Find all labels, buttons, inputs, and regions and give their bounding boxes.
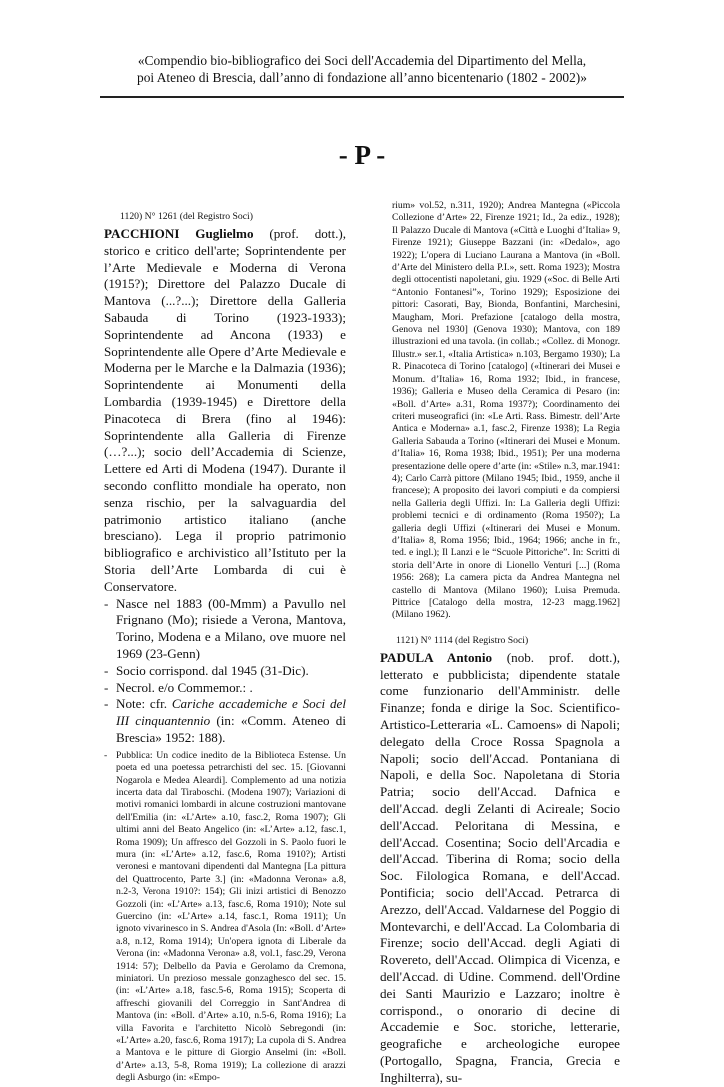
entry-1-publications-cont: rium» vol.52, n.311, 1920); Andrea Mantegna («Piccola Collezione d’Arte» 22, Firenze 1921; Id., 2a ediz., 1928); Il Palazzo Ducale di Mantova («Città e Luoghi d’Italia» 9, Firenze 1921); Giuseppe Bazzani (in: «Dedalo», ago 1922); L'opera di Luciano Laurana a Mantova (in «Boll. d’Arte del Ministero della P.I.», sett. Roma 1923); Mostra degli ottocentisti napoletani, giu. 1929 («Soc. di Belle Arti “Antonio Fontanesi”», Torino 1929); Esposizione dei pittori: Casorati, Bay, Bionda, Bonfantini, Marchesini, Maugham, Mori. Prefazione [catalogo della mostra, Genova nel 1930] (Genova 1930); Mantova, con 189 illustrazioni ed una tavola. (in collab.; «Collez. di Monogr. Illustr.» ser.1, «Italia Artistica» n.103, Bergamo 1930); La R. Pinacoteca di Torino [catalogo] («Itinerari dei Musei e Monum. d’Italia» 16, Roma 1932; Ibid., in francese, 1936); Galleria e Museo della Ceramica di Pesaro (in: «Boll. d’Arte» a.31, Roma 1937?); Coordinamento dei criteri museografici (in: «Le Arti. Rass. Bimestr. dell’Arte Antica e Moderna» a.1, fasc.2, Firenze 1938); La Regia Galleria Sabauda a Torino («Itinerari dei Musei e Monum. d’Italia» 16, Roma 1938; Ibid., 1951); Per una moderna presentazione delle opere d’arte (in: «Stile» n.3, mar.1941: 4); Carlo Carrà pittore (Milano 1945; Ibid., 1959, anche il francese); A proposito dei lavori compiuti e da compiersi nella Galleria degli Uffizi. In: La Galleria degli Uffizi: problemi tecnici e di ordinamento (Roma 1950?); La galleria degli Uffizi («Itinerari dei Musei e Monum. d’Italia» 8, Roma 1956; Ibid., 1964; 1966; anche in fr., ted. e ingl.); Il Lanzi e le “Scuole Pittoriche”. In: Scritti di storia dell’Arte in onore di Lionello Venturi [...] (Roma 1956: 268); La camera picta da Andrea Mantegna nel castello di Mantova (Milano 1960); Luisa Premuda. Pittrice [Catalogo della mostra, 12-23 magg.1962] (Milano 1962). <box>392 200 620 621</box>
entry-2-register: 1121) N° 1114 (del Registro Soci) <box>396 634 529 646</box>
entry-2-name: PADULA Antonio <box>380 649 493 665</box>
entry-2-bio-text: (nob. prof. dott.), letterato e pubblicista; dipendente statale come funzionario dell'Amministr. delle Finanze; fonda e dirige la Soc. Scientifico-Artistico-Letteraria «L. Camoens» di Napoli; delegato della Croce Rossa Spagnola a Napoli; socio dell'Accad. Pontaniana di Napoli, e della Soc. Napoletana di Storia Patria; socio dell'Accad. Dafnica e dell'Accad. degli Zelanti di Acireale; Socio dell'Accad. Peloritana di Messina, e dell'Accad. Cosentina; Socio dell'Arcadia e dell'Accad. Tiberina di Roma; socio della Soc. Filologica Romana, e dell'Accad. Pontificia; socio dell'Accad. Petrarca di Arezzo, dell'Accad. Valdarnese del Poggio di Montevarchi, e dell'Accad. La Colombaria di Firenze; socio dell'Accad. degli Agiati di Rovereto, dell'Accad. Olimpica di Vicenza, e dell'Accad. di Udine. Commend. dell'Ordine dei Santi Maurizio e Lazzaro; inoltre è corrispond., o onorario di decine di Accademie e Soc. storiche, letterarie, geografiche e archeologiche europee (Portogallo, Spagna, Francia, Grecia e Inghilterra), su- <box>380 649 620 1085</box>
entry-1-item-member-text: Socio corrispond. dal 1945 (31-Dic). <box>116 662 309 678</box>
entry-1-bio-text: (prof. dott.), storico e critico dell'arte; Soprintendente per l’Arte Medievale e Moderna di Verona (1915?); Direttore del Palazzo Ducale di Mantova (...?...); Direttore della Galleria Sabauda di Torino (1923-1933); Soprintendente ad Ancona (1933) e Soprintendente alle Opere d’Arte Medievale e Moderna per le Marche e la Dalmazia (1936); Soprintendente ai Monumenti della Lombardia (1939-1945) e Direttore della Pinacoteca di Brera (fino al 1946): Soprintendente alla Galleria di Firenze (…?...); socio dell’Accademia di Scienze, Lettere ed Arti di Modena (1947). Durante il secondo conflitto mondiale ha operato, non senza rischio, per la salvaguardia del patrimonio artistico italiano (anche bresciano). Lega il proprio patrimonio bibliografico e archivistico all’Istituto per la Storia dell’Arte Lombarda di cui è Conservatore. <box>104 226 346 594</box>
header-line-2: poi Ateneo di Brescia, dall’anno di fondazione all’anno bicentenario (1802 - 2002)» <box>137 70 587 85</box>
entry-1-register: 1120) N° 1261 (del Registro Soci) <box>120 211 253 222</box>
entry-1-note-prefix: Note: cfr. <box>116 696 172 712</box>
page-header <box>60 52 664 86</box>
header-line-1: «Compendio bio-bibliografico dei Soci dell'Accademia del Dipartimento del Mella, <box>137 53 587 68</box>
entry-1-item-necrol-text: Necrol. e/o Commemor.: . <box>116 679 253 695</box>
section-letter: - P - <box>338 140 386 170</box>
entry-1-note-suffix: (in: «Comm. Ateneo di Brescia» 1952: 188). <box>116 713 346 745</box>
entry-1-publications: - Pubblica: Un codice inedito de la Biblioteca Estense. Un poeta ed una poetessa petrarchisti del sec. 15. [Giovanni Nogarola e Medea Aleardi]. Complemento ad una notizia incerta data dal Tiraboschi. (Modena 1907); Variazioni di motivi romanici lombardi in alcune costruzioni mantovane dell'Emilia (in: «L’Arte» a.10, fasc.2, Roma 1907); Gli ultimi anni del Beato Angelico (in: «L’Arte» a.12, fasc.1, Roma 1909); Un affresco del Gozzoli in S. Paolo fuori le mura (in: «L’Arte» a.12, fasc.6, Roma 1910?); Artisti veronesi e mantovani dipendenti dal Mantegna [La pittura del Quattrocento, Parte 3.] (in: «Madonna Verona» a.8, n.2-3, Verona 1910?: 154); Gli inizi artistici di Benozzo Gozzoli (in: «L’Arte» a.13, fasc.6, Roma 1910); Note sul Guercino (in: «L’Arte» a.14, fasc.1, Roma 1911); Un ignoto vivarinesco in S. Andrea d'Asola (In: «Boll. d’Arte» a.8, n.12, Roma 1914); Un'opera ignota di Liberale da Verona (in: «Madonna Verona» a.8, vol.1, fasc.29, Verona 1914: 57); Delbello da Pavia e Gerolamo da Cremona, miniatori. Un prezioso messale gonzaghesco del sec. 15. (in: «L’Arte» a.18, fasc.5-6, Roma 1915); Scoperta di affreschi giovanili del Correggio in Sant'Andrea di Mantova (in: «Boll. d’Arte» a.10, n.5-6, Roma 1916); La villa Favorita e l'architetto Nicolò Sebregondi (in: «L’Arte» a.20, fasc.6, Roma 1917); La cupola di S. Andrea a Mantova e le pitture di Giorgio Anselmi (in: «Boll. d’Arte» a.13, 5-8, Roma 1919); La collezione di arazzi degli Asburgo (in: «Empo- <box>104 749 346 1084</box>
entry-1-item-birth: - Nasce nel 1883 (00-Mmm) a Pavullo nel Frignano (Mo); risiede a Verona, Mantova, Torino, Modena e a Milano, ove muore nel 1969 (23-Genn) <box>104 595 346 661</box>
header-rule <box>100 96 624 98</box>
right-column <box>380 200 620 1087</box>
entry-2-bio <box>380 650 620 1087</box>
entry-1-item-necrol: - Necrol. e/o Commemor.: . <box>104 679 253 695</box>
entry-1-item-birth-text: Nasce nel 1883 (00-Mmm) a Pavullo nel Frignano (Mo); risiede a Verona, Mantova, Torino, Modena e a Milano, ove muore nel 1969 (23-Genn) <box>116 595 346 661</box>
left-column <box>104 200 346 1085</box>
entry-1-note-title: Cariche accademiche e Soci del III cinquantennio <box>116 696 346 729</box>
entry-1-name: PACCHIONI Guglielmo <box>104 226 254 241</box>
entry-1-item-note: - Note: cfr. Cariche accademiche e Soci del III cinquantennio (in: «Comm. Ateneo di Brescia» 1952: 188). <box>104 696 346 745</box>
entry-1-publications-text: Pubblica: Un codice inedito de la Biblioteca Estense. Un poeta ed una poetessa petrarchisti del sec. 15. [Giovanni Nogarola e Medea Aleardi]. Complemento ad una notizia incerta data dal Tiraboschi. (Modena 1907); Variazioni di motivi romanici lombardi in alcune costruzioni mantovane dell'Emilia (in: «L’Arte» a.10, fasc.2, Roma 1907); Gli ultimi anni del Beato Angelico (in: «L’Arte» a.12, fasc.1, Roma 1909); Un affresco del Gozzoli in S. Paolo fuori le mura (in: «L’Arte» a.12, fasc.6, Roma 1910?); Artisti veronesi e mantovani dipendenti dal Mantegna [La pittura del Quattrocento, Parte 3.] (in: «Madonna Verona» a.8, n.2-3, Verona 1910?: 154); Gli inizi artistici di Benozzo Gozzoli (in: «L’Arte» a.13, fasc.6, Roma 1910); Note sul Guercino (in: «L’Arte» a.14, fasc.1, Roma 1911); Un ignoto vivarinesco in S. Andrea d'Asola (In: «Boll. d’Arte» a.8, n.12, Roma 1914); Un'opera ignota di Liberale da Verona (in: «Madonna Verona» a.8, vol.1, fasc.29, Verona 1914: 57); Delbello da Pavia e Gerolamo da Cremona, miniatori. Un prezioso messale gonzaghesco del sec. 15. (in: «L’Arte» a.18, fasc.5-6, Roma 1915); Scoperta di affreschi giovanili del Correggio in Sant'Andrea di Mantova (in: «Boll. d’Arte» a.10, n.5-6, Roma 1916); La villa Favorita e l'architetto Nicolò Sebregondi (in: «L’Arte» a.20, fasc.6, Roma 1917); La cupola di S. Andrea a Mantova e le pitture di Giorgio Anselmi (in: «Boll. d’Arte» a.13, 5-8, Roma 1919); La collezione di arazzi degli Asburgo (in: «Empo- <box>116 749 346 1084</box>
entry-1-bio <box>104 226 346 596</box>
entry-1-item-member: - Socio corrispond. dal 1945 (31-Dic). <box>104 662 309 678</box>
